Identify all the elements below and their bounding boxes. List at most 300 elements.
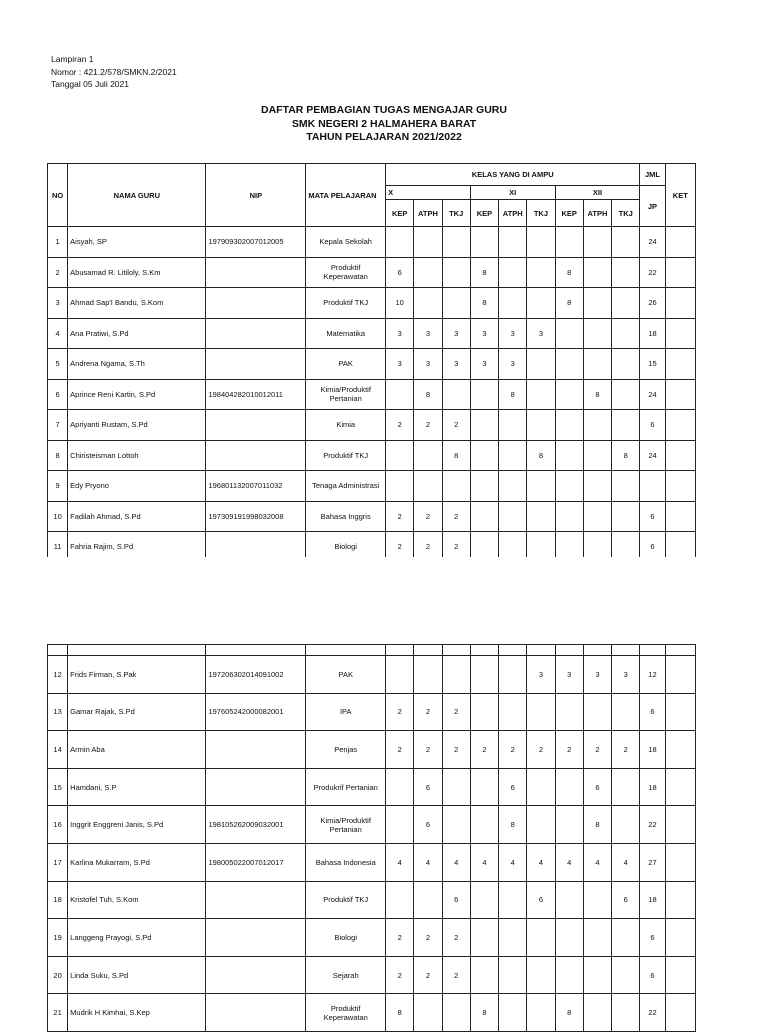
- cell-no: 4: [48, 318, 68, 349]
- cell-jam-tkj: 3: [527, 318, 555, 349]
- cell-jam-tkj: [612, 806, 640, 844]
- cell-nama-guru: Frids Firman, S.Pak: [68, 656, 206, 694]
- cell-jam-atph: [583, 288, 611, 319]
- cell-jam-atph: [583, 471, 611, 502]
- cell-no: 19: [48, 919, 68, 957]
- cell-nama-guru: Karlina Mukarram, S.Pd: [68, 843, 206, 881]
- cell-jam-tkj: 2: [442, 956, 470, 994]
- cell-jam-atph: [583, 994, 611, 1032]
- cell-jam-tkj: 3: [612, 656, 640, 694]
- cell-jam-atph: 6: [414, 806, 442, 844]
- cell-jam-tkj: 6: [527, 881, 555, 919]
- table-row: [48, 693, 696, 731]
- cell-nip: [206, 318, 306, 349]
- cell-nama-guru: Abusamad R. Litiloly, S.Km: [68, 257, 206, 288]
- cell-mata-pelajaran: Produktif TKJ: [306, 288, 386, 319]
- cell-jam-atph: 3: [583, 656, 611, 694]
- cell-jam-kep: [555, 440, 583, 471]
- cell-jam-tkj: 2: [442, 532, 470, 563]
- cell-nama-guru: Hamdani, S.P: [68, 768, 206, 806]
- title-line-2: SMK NEGERI 2 HALMAHERA BARAT: [291, 117, 477, 130]
- title-line-3: TAHUN PELAJARAN 2021/2022: [306, 131, 462, 143]
- cell-jam-atph: [414, 994, 442, 1032]
- cell-jam-kep: [470, 656, 498, 694]
- cell-jp: 26: [640, 288, 665, 319]
- cell-mata-pelajaran: Produktif Keperawatan: [306, 257, 386, 288]
- cell-mata-pelajaran: Produkrif Pertanian: [306, 768, 386, 806]
- cell-no: 11: [48, 532, 68, 563]
- cell-jam-kep: [555, 410, 583, 441]
- cell-jam-kep: [555, 379, 583, 410]
- table-row: [48, 288, 696, 319]
- cell-jam-kep: 2: [386, 693, 414, 731]
- cell-no: 5: [48, 349, 68, 380]
- cell-jam-kep: 3: [470, 318, 498, 349]
- cell-jam-kep: [555, 956, 583, 994]
- cell-jam-kep: 2: [386, 532, 414, 563]
- cell-mata-pelajaran: Bahasa Indonesia: [306, 843, 386, 881]
- cell-jam-atph: 6: [499, 768, 527, 806]
- subheader-tkj: TKJ: [612, 200, 640, 227]
- table-row: [48, 501, 696, 532]
- cell-jam-tkj: [527, 806, 555, 844]
- cell-jam-atph: [583, 693, 611, 731]
- cell-jam-atph: [414, 440, 442, 471]
- cell-jam-atph: 2: [414, 501, 442, 532]
- cell-nip: 198404282010012011: [206, 379, 306, 410]
- cell-jam-atph: 8: [583, 379, 611, 410]
- cell-jam-atph: 3: [499, 318, 527, 349]
- subheader-atph: ATPH: [499, 200, 527, 227]
- cell-jam-kep: 2: [386, 956, 414, 994]
- header-kelas-xii: XII: [555, 186, 640, 200]
- cell-nip: [206, 288, 306, 319]
- cell-jam-tkj: [527, 768, 555, 806]
- cell-jam-atph: 2: [414, 731, 442, 769]
- cell-no: 13: [48, 693, 68, 731]
- cell-jam-kep: [386, 471, 414, 502]
- cell-jam-tkj: [612, 501, 640, 532]
- cell-jam-tkj: 2: [442, 731, 470, 769]
- cell-jp: 24: [640, 227, 665, 258]
- cell-nip: [206, 768, 306, 806]
- cell-jam-atph: [583, 881, 611, 919]
- header-nip: NIP: [206, 164, 306, 227]
- cell-jp: 18: [640, 881, 665, 919]
- cell-jam-atph: [499, 471, 527, 502]
- tanggal-text: Tanggal 05 Juli 2021: [51, 79, 129, 89]
- cell-no: 14: [48, 731, 68, 769]
- cell-no: 15: [48, 768, 68, 806]
- cell-mata-pelajaran: PAK: [306, 349, 386, 380]
- cell-jam-tkj: 4: [442, 843, 470, 881]
- cell-nip: [206, 731, 306, 769]
- cell-jam-atph: [583, 410, 611, 441]
- cell-jam-kep: [470, 956, 498, 994]
- cell-jam-kep: 6: [386, 257, 414, 288]
- cell-jam-atph: 2: [583, 731, 611, 769]
- cell-jam-kep: [555, 806, 583, 844]
- cell-jam-kep: 3: [386, 318, 414, 349]
- cell-jam-tkj: [612, 919, 640, 957]
- subheader-kep: KEP: [386, 200, 414, 227]
- table-continuation-row: [48, 645, 696, 656]
- cell-jam-kep: [470, 881, 498, 919]
- cell-jam-tkj: 4: [527, 843, 555, 881]
- cell-no: 9: [48, 471, 68, 502]
- cell-jam-atph: 3: [414, 349, 442, 380]
- cell-jam-kep: 2: [555, 731, 583, 769]
- cell-mata-pelajaran: Produktif Keperawatan: [306, 994, 386, 1032]
- cell-no: 12: [48, 656, 68, 694]
- cell-nama-guru: Chiristeisman Lottoh: [68, 440, 206, 471]
- cell-jam-atph: 6: [414, 768, 442, 806]
- cell-jam-atph: [499, 994, 527, 1032]
- cell-jam-tkj: 8: [527, 440, 555, 471]
- cell-mata-pelajaran: Sejarah: [306, 956, 386, 994]
- cell-jam-atph: 6: [583, 768, 611, 806]
- cell-jam-tkj: [612, 410, 640, 441]
- cell-jam-atph: [499, 881, 527, 919]
- cell-mata-pelajaran: Biologi: [306, 919, 386, 957]
- cell-jam-kep: 8: [470, 994, 498, 1032]
- cell-no: 7: [48, 410, 68, 441]
- cell-jp: 22: [640, 994, 665, 1032]
- cell-jp: 24: [640, 440, 665, 471]
- cell-jam-kep: [470, 379, 498, 410]
- cell-jam-kep: 8: [555, 257, 583, 288]
- cell-jam-atph: [414, 656, 442, 694]
- cell-jam-tkj: [527, 257, 555, 288]
- cell-jam-atph: 2: [414, 410, 442, 441]
- cell-jam-tkj: 6: [612, 881, 640, 919]
- cell-jam-tkj: [612, 379, 640, 410]
- cell-jp: 18: [640, 318, 665, 349]
- cell-nama-guru: Langgeng Prayogi, S.Pd: [68, 919, 206, 957]
- cell-jam-tkj: 8: [442, 440, 470, 471]
- header-kelas-xi: XI: [470, 186, 555, 200]
- cell-jam-kep: [386, 881, 414, 919]
- cell-jam-atph: 2: [414, 532, 442, 563]
- cell-jam-atph: [583, 501, 611, 532]
- cell-jp: 15: [640, 349, 665, 380]
- cell-ket: [665, 768, 695, 806]
- cell-jp: 27: [640, 843, 665, 881]
- cell-jam-kep: 10: [386, 288, 414, 319]
- cell-jam-kep: [555, 501, 583, 532]
- cell-nip: 197309191998032008: [206, 501, 306, 532]
- cell-jam-tkj: [527, 693, 555, 731]
- cell-jam-atph: 4: [583, 843, 611, 881]
- cell-jam-kep: 2: [470, 731, 498, 769]
- cell-nama-guru: Fahria Rajim, S.Pd: [68, 532, 206, 563]
- cell-jam-tkj: [442, 471, 470, 502]
- cell-ket: [665, 288, 695, 319]
- cell-jam-tkj: [527, 501, 555, 532]
- cell-jam-tkj: [527, 227, 555, 258]
- cell-jam-kep: [386, 227, 414, 258]
- cell-jam-atph: 2: [414, 693, 442, 731]
- cell-jam-tkj: 2: [612, 731, 640, 769]
- cell-jam-tkj: [612, 288, 640, 319]
- cell-jam-atph: [414, 881, 442, 919]
- cell-jp: 24: [640, 379, 665, 410]
- table-row: [48, 349, 696, 380]
- cell-jam-tkj: [612, 349, 640, 380]
- cell-jp: 6: [640, 501, 665, 532]
- cell-jam-kep: [470, 471, 498, 502]
- cell-jam-tkj: 2: [527, 731, 555, 769]
- cell-jam-kep: 2: [386, 919, 414, 957]
- cell-jam-atph: [499, 501, 527, 532]
- cell-jam-atph: [414, 471, 442, 502]
- cell-nama-guru: Ana Pratiwi, S.Pd: [68, 318, 206, 349]
- cell-jp: 6: [640, 956, 665, 994]
- table-row: [48, 881, 696, 919]
- cell-ket: [665, 318, 695, 349]
- cell-jam-tkj: [612, 318, 640, 349]
- cell-jam-tkj: 4: [612, 843, 640, 881]
- assignment-table-page-2: [47, 644, 696, 1032]
- cell-jp: 6: [640, 693, 665, 731]
- cell-nama-guru: Fadilah Ahmad, S.Pd: [68, 501, 206, 532]
- cell-nama-guru: Ahmad Sap'I Bandu, S.Kom: [68, 288, 206, 319]
- cell-jp: 6: [640, 919, 665, 957]
- table-row: [48, 731, 696, 769]
- lampiran-text: Lampiran 1: [51, 54, 94, 64]
- cell-jam-atph: 8: [499, 379, 527, 410]
- table-row: [48, 318, 696, 349]
- table-row: [48, 440, 696, 471]
- cell-jam-tkj: [442, 994, 470, 1032]
- cell-jam-atph: 8: [499, 806, 527, 844]
- cell-ket: [665, 693, 695, 731]
- cell-nama-guru: Linda Suku, S.Pd: [68, 956, 206, 994]
- cell-jam-kep: [555, 349, 583, 380]
- header-kelas-x: X: [386, 186, 471, 200]
- cell-jam-kep: 3: [470, 349, 498, 380]
- subheader-tkj: TKJ: [527, 200, 555, 227]
- cell-jam-atph: [499, 440, 527, 471]
- cell-no: 3: [48, 288, 68, 319]
- cell-jam-tkj: [527, 994, 555, 1032]
- cell-jam-tkj: [527, 956, 555, 994]
- cell-jam-kep: [386, 440, 414, 471]
- cell-jam-tkj: [612, 257, 640, 288]
- cell-jam-kep: 8: [555, 994, 583, 1032]
- cell-jam-kep: 2: [386, 731, 414, 769]
- cell-mata-pelajaran: Tenaga Administrasi: [306, 471, 386, 502]
- cell-jam-atph: [499, 227, 527, 258]
- cell-nama-guru: Gamar Rajak, S.Pd: [68, 693, 206, 731]
- cell-jam-tkj: [442, 806, 470, 844]
- cell-mata-pelajaran: Biologi: [306, 532, 386, 563]
- cell-jam-tkj: [442, 257, 470, 288]
- cell-jam-kep: [470, 919, 498, 957]
- cell-jam-atph: [583, 440, 611, 471]
- cell-jam-tkj: [612, 693, 640, 731]
- cell-jam-kep: [555, 227, 583, 258]
- cell-nip: [206, 410, 306, 441]
- cell-nip: 198005022007012017: [206, 843, 306, 881]
- cell-jam-atph: 2: [414, 956, 442, 994]
- cell-ket: [665, 843, 695, 881]
- cell-nama-guru: Apriyanti Rustam, S.Pd: [68, 410, 206, 441]
- header-no: NO: [48, 164, 68, 227]
- table-row: [48, 768, 696, 806]
- title-line-1: DAFTAR PEMBAGIAN TUGAS MENGAJAR GURU: [261, 104, 507, 116]
- document-meta: [51, 53, 177, 91]
- cell-nama-guru: Armin Aba: [68, 731, 206, 769]
- cell-ket: [665, 656, 695, 694]
- cell-ket: [665, 501, 695, 532]
- header-ket: KET: [665, 164, 695, 227]
- cell-jam-tkj: 3: [527, 656, 555, 694]
- table-row: [48, 257, 696, 288]
- cell-jam-tkj: 8: [612, 440, 640, 471]
- document-title: [0, 104, 768, 145]
- cell-nip: 197605242000082001: [206, 693, 306, 731]
- cell-jp: 22: [640, 806, 665, 844]
- cell-ket: [665, 379, 695, 410]
- cell-jam-kep: [555, 881, 583, 919]
- cell-jam-kep: [470, 440, 498, 471]
- cell-no: 1: [48, 227, 68, 258]
- subheader-tkj: TKJ: [442, 200, 470, 227]
- subheader-kep: KEP: [470, 200, 498, 227]
- cell-jam-atph: [499, 693, 527, 731]
- table-row: [48, 806, 696, 844]
- cell-nip: [206, 881, 306, 919]
- cell-nama-guru: Edy Pryono: [68, 471, 206, 502]
- cell-jam-tkj: 2: [442, 919, 470, 957]
- cell-nama-guru: Aisyah, SP: [68, 227, 206, 258]
- table-row: [48, 956, 696, 994]
- cell-jp: 22: [640, 257, 665, 288]
- cell-nip: [206, 440, 306, 471]
- cell-nip: 198105262009032001: [206, 806, 306, 844]
- cell-jp: 18: [640, 731, 665, 769]
- cell-nip: [206, 919, 306, 957]
- cell-jam-kep: 2: [386, 410, 414, 441]
- cell-jam-kep: [470, 501, 498, 532]
- cell-jam-kep: 8: [470, 257, 498, 288]
- cell-ket: [665, 956, 695, 994]
- cell-jam-kep: [470, 806, 498, 844]
- cell-ket: [665, 731, 695, 769]
- cell-no: 8: [48, 440, 68, 471]
- table-row: [48, 656, 696, 694]
- cell-jam-atph: 8: [414, 379, 442, 410]
- cell-jam-tkj: [527, 919, 555, 957]
- cell-jam-atph: [414, 227, 442, 258]
- cell-no: 16: [48, 806, 68, 844]
- cell-jam-tkj: [612, 956, 640, 994]
- cell-mata-pelajaran: Produktif TKJ: [306, 440, 386, 471]
- cell-jam-kep: [555, 318, 583, 349]
- cell-jam-tkj: [612, 471, 640, 502]
- cell-jam-kep: 2: [386, 501, 414, 532]
- page-gap: [0, 557, 768, 643]
- cell-jam-atph: [583, 227, 611, 258]
- cell-jam-atph: [583, 919, 611, 957]
- cell-jam-atph: [499, 656, 527, 694]
- cell-jam-tkj: [527, 349, 555, 380]
- cell-mata-pelajaran: Kepala Sekolah: [306, 227, 386, 258]
- cell-mata-pelajaran: Kimia/Produktif Pertanian: [306, 806, 386, 844]
- cell-jam-kep: 8: [555, 288, 583, 319]
- cell-mata-pelajaran: Produktif TKJ: [306, 881, 386, 919]
- cell-no: 21: [48, 994, 68, 1032]
- subheader-atph: ATPH: [583, 200, 611, 227]
- cell-ket: [665, 410, 695, 441]
- cell-jam-tkj: [527, 410, 555, 441]
- cell-jam-tkj: [612, 994, 640, 1032]
- cell-jam-tkj: 3: [442, 318, 470, 349]
- cell-ket: [665, 994, 695, 1032]
- table-row: [48, 919, 696, 957]
- cell-nama-guru: Kristofel Tuh, S.Kom: [68, 881, 206, 919]
- cell-jam-tkj: [612, 768, 640, 806]
- cell-jam-kep: 8: [470, 288, 498, 319]
- cell-jam-tkj: [442, 379, 470, 410]
- cell-ket: [665, 440, 695, 471]
- cell-jam-kep: 3: [555, 656, 583, 694]
- subheader-atph: ATPH: [414, 200, 442, 227]
- cell-jam-tkj: 2: [442, 410, 470, 441]
- table-row: [48, 471, 696, 502]
- cell-jam-kep: 8: [386, 994, 414, 1032]
- cell-jam-atph: 4: [499, 843, 527, 881]
- cell-nip: [206, 956, 306, 994]
- cell-ket: [665, 471, 695, 502]
- cell-jam-atph: [499, 410, 527, 441]
- cell-mata-pelajaran: Bahasa Inggris: [306, 501, 386, 532]
- subheader-kep: KEP: [555, 200, 583, 227]
- cell-jam-atph: [499, 956, 527, 994]
- cell-jam-tkj: [442, 227, 470, 258]
- cell-jam-atph: [583, 318, 611, 349]
- cell-jam-atph: 3: [499, 349, 527, 380]
- cell-jam-kep: [470, 693, 498, 731]
- cell-jam-atph: [583, 349, 611, 380]
- cell-no: 18: [48, 881, 68, 919]
- cell-jp: 6: [640, 532, 665, 563]
- cell-nip: 197206302014091002: [206, 656, 306, 694]
- cell-mata-pelajaran: IPA: [306, 693, 386, 731]
- cell-nip: [206, 349, 306, 380]
- assignment-table-page-1: [47, 163, 696, 563]
- cell-jam-kep: 4: [386, 843, 414, 881]
- cell-jam-kep: 4: [470, 843, 498, 881]
- cell-nip: 196801132007011032: [206, 471, 306, 502]
- cell-jam-kep: [386, 806, 414, 844]
- cell-jam-atph: [414, 288, 442, 319]
- table-row: [48, 227, 696, 258]
- cell-jam-atph: 4: [414, 843, 442, 881]
- cell-jam-atph: [414, 257, 442, 288]
- cell-mata-pelajaran: Penjas: [306, 731, 386, 769]
- cell-jam-kep: [386, 379, 414, 410]
- cell-no: 6: [48, 379, 68, 410]
- cell-mata-pelajaran: PAK: [306, 656, 386, 694]
- cell-jam-tkj: [527, 288, 555, 319]
- cell-nip: [206, 994, 306, 1032]
- cell-ket: [665, 881, 695, 919]
- table-row: [48, 379, 696, 410]
- cell-nama-guru: Andrena Ngama, S.Th: [68, 349, 206, 380]
- cell-jam-atph: [499, 257, 527, 288]
